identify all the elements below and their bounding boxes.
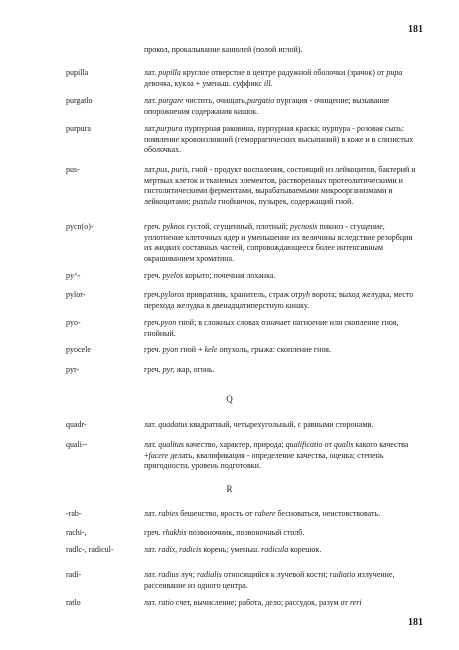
entry-definition: лат. purgare чистить, очищать,purgatio пургация - очищение; вызывание опорожнения содержания кишок. — [144, 96, 390, 116]
entry-definition: лат. radius луч; radialis относящийся к лучевой кости; radiatio излучение, рассеивание из одного центра. — [144, 570, 395, 590]
entry-term: quali-- — [66, 440, 88, 449]
entry-term: pycn(o)- — [66, 222, 94, 231]
entry-definition: греч. pyon гной + kele опухоль, грыжа: скопление гноя. — [144, 345, 331, 354]
entry-term: radlc-, radicul- — [66, 545, 114, 554]
entry-term: pylor- — [66, 290, 86, 299]
entry-term: purgatlo — [66, 96, 93, 105]
entry-definition: греч.pyon гной; в сложных словах означает нагноение или скопление гноя, гнойный. — [144, 318, 399, 338]
entry-term: -rab- — [66, 509, 82, 518]
entry-term: pyocele — [66, 345, 91, 354]
entry-term: ratlo — [66, 598, 81, 607]
entry-definition: лат. rabies бешенство, ярость от rabere бесноваться, неистовствовать. — [144, 509, 381, 518]
entry-definition: лат. ratio счет, вычисление; работа, дело; рассудок, разум от reri — [144, 598, 362, 607]
entry-definition: греч. pyelos корыто; почечная лоханка. — [144, 271, 276, 280]
entry-term: rachi-, — [66, 528, 87, 537]
entry-term: pus- — [66, 165, 80, 174]
entry-term: pyr- — [66, 365, 80, 374]
entry-definition: греч. rhakhis позвоночник, позвоночный столб. — [144, 528, 305, 537]
section-letter-q: Q — [226, 394, 233, 404]
entry-term: pupilla — [66, 68, 89, 77]
entry-definition: лат.pus, puris, гной - продукт воспаления, состоящий из лейкоцитов, бактерий и мертвых клеток и тканевых элементов, растворенных протеолитическими и гистолитическими ферментами, вырабатываемыми микроорганизмами и лейкоцитами; pustula гнойничок, пузырек, содержащий гной. — [144, 165, 416, 206]
entry-definition: греч. pyknos густой, сгущенный, плотный; pycnosis пикноз - сгущение, уплотнение клеточных ядер и уменьшение их величины вследствие резорбции их жидких составных частей, сопровождающееся более интенсивным окрашиванием хроматина. — [144, 222, 413, 263]
entry-definition: лат. radix, radicis корень; уменьш. radicula корешок. — [144, 545, 322, 554]
entry-definition: прокол, прокалывание канюлей (полой иглой). — [144, 45, 303, 54]
page-number-top: 181 — [408, 24, 423, 35]
entry-definition: греч. pyr, жар, огонь. — [144, 365, 215, 374]
entry-term: pyo- — [66, 318, 81, 327]
entry-term: quadr- — [66, 420, 87, 429]
entry-term: py^- — [66, 271, 81, 280]
entry-definition: греч.pyloros привратник, хранитель, страж отpyh ворота; выход желудка, место перехода желудка в двенадцатиперстную кишку. — [144, 290, 414, 310]
entry-term: purpura — [66, 124, 91, 133]
entry-definition: лат.purpura пурпурная раковина, пурпурная краска; пурпура - розовая сыпь: появление кровоизлияний (геморрагических высыпаний) в коже и в слизистых оболочках. — [144, 124, 414, 154]
entry-definition: лат. pupilla круглое отверстие в центре радужной оболочки (зрачок) от pupa девочка, кукла + уменьш. суффикс ill. — [144, 68, 403, 88]
entry-definition: лат. qualitas качество, характер, природа; qualificatio от qualis какого качества +facere делать, квалификация - определение качества, оценка; степень пригодности, уровень подготовки. — [144, 440, 409, 470]
section-letter-r: R — [226, 484, 233, 494]
entry-definition: лат. quadatus квадратный, четырехугольный, с равными сторонами. — [144, 420, 374, 429]
entry-term: radi- — [66, 570, 82, 579]
page-number-bottom: 181 — [408, 617, 423, 628]
